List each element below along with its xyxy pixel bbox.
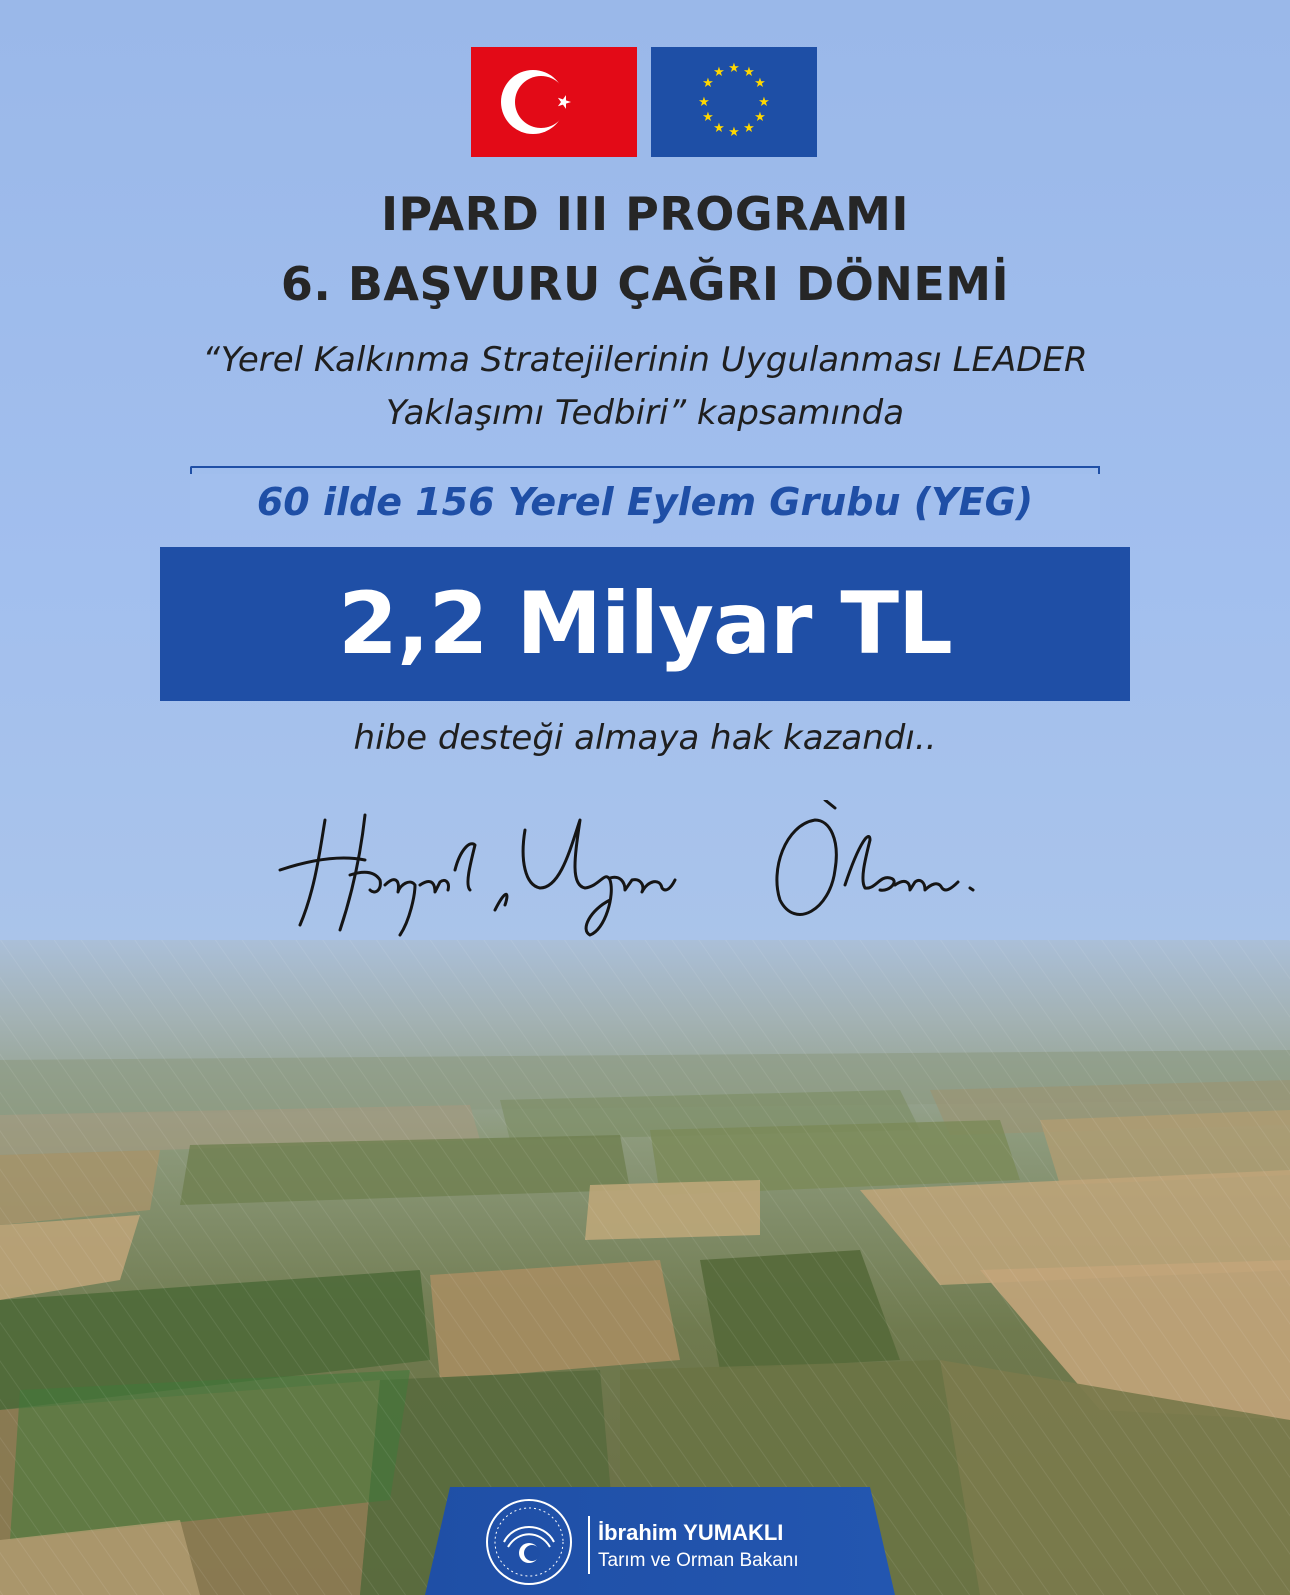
svg-text:★: ★ bbox=[743, 121, 755, 136]
svg-text:★: ★ bbox=[702, 110, 714, 125]
svg-text:★: ★ bbox=[728, 125, 740, 140]
svg-text:★: ★ bbox=[754, 110, 766, 125]
svg-text:★: ★ bbox=[702, 76, 714, 91]
svg-text:★: ★ bbox=[728, 61, 740, 76]
measure-subtitle-line2: Yaklaşımı Tedbiri” kapsamında bbox=[385, 393, 905, 433]
badge-divider bbox=[588, 1516, 590, 1574]
grant-amount: 2,2 Milyar TL bbox=[338, 574, 952, 674]
program-title: IPARD III PROGRAMI bbox=[380, 187, 910, 241]
crescent-star-icon bbox=[471, 47, 637, 157]
minister-name: İbrahim YUMAKLI bbox=[598, 1520, 784, 1545]
ministry-emblem-icon bbox=[484, 1497, 574, 1587]
eu-flag bbox=[651, 47, 817, 157]
svg-text:★: ★ bbox=[758, 95, 770, 110]
handwritten-signature bbox=[270, 800, 1010, 950]
grant-footnote: hibe desteği almaya hak kazandı.. bbox=[353, 718, 937, 758]
svg-text:★: ★ bbox=[713, 121, 725, 136]
turkey-flag bbox=[471, 47, 637, 157]
svg-text:★: ★ bbox=[698, 95, 710, 110]
measure-subtitle-line1: “Yerel Kalkınma Stratejilerinin Uygulanması LEADER bbox=[202, 340, 1088, 380]
svg-text:★: ★ bbox=[713, 65, 725, 80]
svg-text:★: ★ bbox=[754, 76, 766, 91]
svg-text:★: ★ bbox=[743, 65, 755, 80]
eu-stars-icon bbox=[651, 47, 817, 157]
yeg-summary: 60 ilde 156 Yerel Eylem Grubu (YEG) bbox=[190, 474, 1100, 530]
call-period-title: 6. BAŞVURU ÇAĞRI DÖNEMİ bbox=[280, 257, 1010, 311]
minister-role: Tarım ve Orman Bakanı bbox=[598, 1550, 799, 1571]
